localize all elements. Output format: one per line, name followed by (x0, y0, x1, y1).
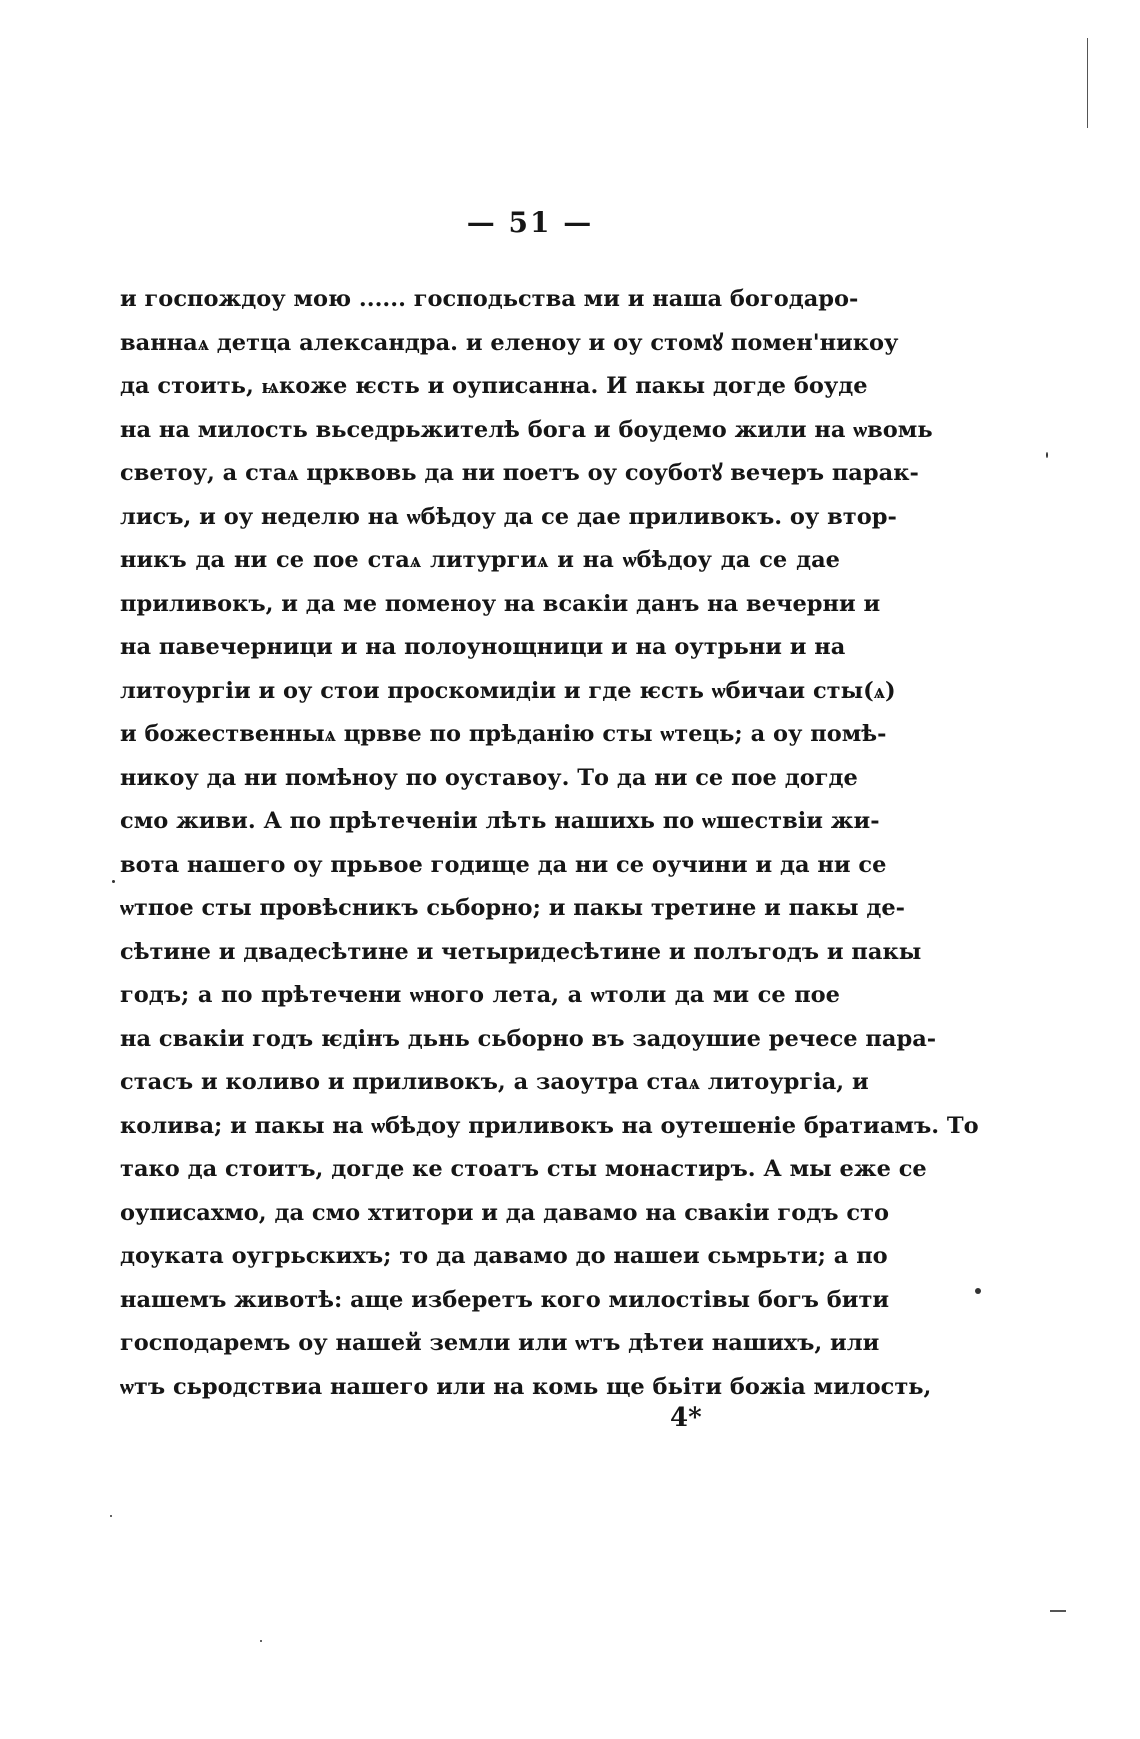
text-line: на свакіи годъ ѥдінъ дьнь сьборно въ задоушие речесе пара- (120, 1025, 937, 1052)
text-line: лисъ, и оу неделю на ѡбѣдоу да се дае приливокъ. оу втор- (120, 503, 897, 530)
text-line: на на милость вьседрьжителѣ бога и боудемо жили на ѡвомь (120, 416, 933, 443)
text-line: ѡтъ сьродствиа нашего или на комь ще бьіти божіа милость, (120, 1373, 932, 1400)
text-line: нашемъ животѣ: аще изберетъ кого милостівы богъ бити (120, 1286, 890, 1313)
scan-speck (260, 1640, 262, 1642)
text-line: да стоить, ѩкоже ѥсть и оуписанна. И пакы догде боуде (120, 373, 868, 399)
body-text (120, 278, 979, 1409)
text-line: приливокъ, и да ме поменоу на всакіи данъ на вечерни и (120, 590, 881, 617)
scan-speck (112, 880, 115, 883)
text-line: колива; и пакы на ѡбѣдоу приливокъ на оутешеніе братиамъ. То (120, 1112, 979, 1139)
text-line: тако да стоитъ, догде ке стоатъ сты монастиръ. А мы еже се (120, 1156, 927, 1182)
scan-edge-line (1087, 38, 1088, 128)
text-line: и госпождоу мою ...... господьства ми и наша богодаро- (120, 286, 859, 312)
text-line: литоургіи и оу стои проскомидіи и где ѥсть ѡбичаи сты(ѧ) (120, 677, 896, 704)
text-line: господаремъ оу нашей земли или ѡтъ дѣтеи нашихъ, или (120, 1330, 880, 1356)
text-line: вота нашего оу прьвое годище да ни се оучини и да ни се (120, 851, 887, 878)
scan-speck (1046, 452, 1048, 458)
signature-mark: 4* (670, 1403, 702, 1433)
text-line: никоу да ни помѣноу по оуставоу. То да ни се пое догде (120, 764, 858, 791)
text-line: сѣтине и двадесѣтине и четыридесѣтине и полъгодъ и пакы (120, 938, 922, 965)
text-line: оуписахмо, да смо хтитори и да давамо на свакіи годъ сто (120, 1199, 889, 1226)
text-line: годъ; а по прѣтечени ѡного лета, а ѡтоли да ми се пое (120, 982, 840, 1008)
scan-speck (110, 1515, 112, 1517)
text-line: светоу, а стаѧ црквовь да ни поетъ оу соуботꙋ вечеръ парак- (120, 460, 919, 486)
text-line: на павечерници и на полоунощници и на оутрьни и на (120, 634, 846, 660)
scan-edge-dash (1050, 1610, 1066, 1612)
text-line: стасъ и коливо и приливокъ, а заоутра стаѧ литоургіа, и (120, 1069, 869, 1095)
text-line: никъ да ни се пое стаѧ литургиѧ и на ѡбѣдоу да се дае (120, 547, 840, 573)
text-line: ѡтпое сты провѣсникъ сьборно; и пакы третине и пакы де- (120, 895, 906, 921)
text-line: ваннаѧ детца александра. и еленоу и оу стомꙋ помен'никоу (120, 329, 899, 356)
text-line: доуката оугрьскихъ; то да давамо до нашеи сьмрьти; а по (120, 1243, 888, 1269)
text-line: смо живи. А по прѣтеченіи лѣть нашихь по ѡшествіи жи- (120, 808, 880, 834)
scan-speck (975, 1288, 981, 1294)
text-line: и божественныѧ црвве по прѣданію сты ѡтець; а оу помѣ- (120, 721, 887, 747)
page-number-header: — 51 — (466, 206, 594, 239)
